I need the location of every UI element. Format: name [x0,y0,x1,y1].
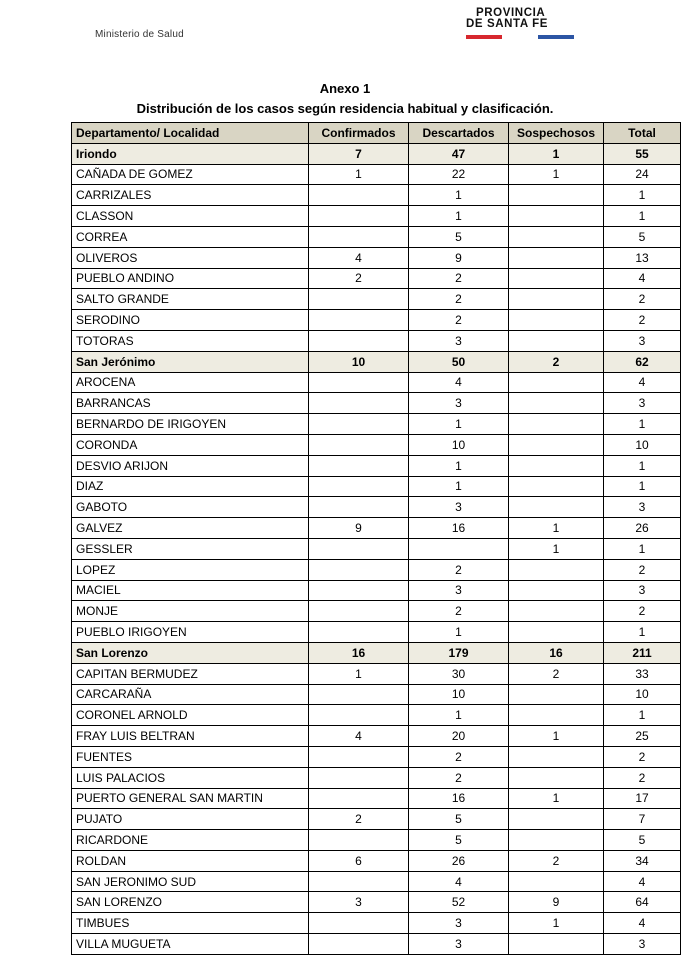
document-title: Anexo 1 [319,81,371,96]
total-cell: 2 [604,767,681,788]
table-row [72,601,681,622]
province-logo-line1: PROVINCIA [476,7,546,19]
discarded-cell: 5 [409,830,509,851]
total-cell: 24 [604,164,681,185]
confirmed-cell: 10 [309,351,409,372]
suspected-cell: 1 [509,913,604,934]
locality-cell: TOTORAS [72,330,309,351]
confirmed-cell [309,497,409,518]
suspected-cell: 2 [509,351,604,372]
table-row [72,268,681,289]
total-cell: 3 [604,580,681,601]
locality-cell: PUJATO [72,809,309,830]
suspected-cell [509,330,604,351]
table-header-row [72,123,681,144]
flag-stripe-icon [466,35,574,39]
suspected-cell: 16 [509,642,604,663]
table-row [72,913,681,934]
table-row [72,226,681,247]
suspected-cell [509,746,604,767]
table-row [72,310,681,331]
total-cell: 26 [604,518,681,539]
locality-cell: CARCARAÑA [72,684,309,705]
locality-cell: SALTO GRANDE [72,289,309,310]
locality-cell: AROCENA [72,372,309,393]
table-row [72,830,681,851]
discarded-cell: 1 [409,622,509,643]
suspected-cell: 1 [509,538,604,559]
total-cell: 7 [604,809,681,830]
confirmed-cell [309,455,409,476]
locality-cell: San Jerónimo [72,351,309,372]
discarded-cell: 22 [409,164,509,185]
confirmed-cell [309,185,409,206]
locality-cell: MACIEL [72,580,309,601]
suspected-cell: 1 [509,164,604,185]
table-row [72,788,681,809]
suspected-cell [509,684,604,705]
suspected-cell: 1 [509,143,604,164]
locality-cell: CORREA [72,226,309,247]
total-cell: 1 [604,206,681,227]
suspected-cell [509,289,604,310]
confirmed-cell: 7 [309,143,409,164]
locality-cell: CORONEL ARNOLD [72,705,309,726]
confirmed-cell [309,871,409,892]
total-cell: 5 [604,830,681,851]
suspected-cell: 2 [509,663,604,684]
discarded-cell: 2 [409,767,509,788]
locality-cell: FUENTES [72,746,309,767]
suspected-cell [509,310,604,331]
discarded-cell: 1 [409,705,509,726]
discarded-cell: 2 [409,559,509,580]
locality-cell: SERODINO [72,310,309,331]
suspected-cell: 1 [509,788,604,809]
department-row [72,351,681,372]
locality-cell: SAN JERONIMO SUD [72,871,309,892]
column-header-discarded: Descartados [409,123,509,144]
total-cell: 62 [604,351,681,372]
suspected-cell [509,268,604,289]
confirmed-cell [309,206,409,227]
confirmed-cell [309,767,409,788]
discarded-cell: 16 [409,518,509,539]
table-row [72,289,681,310]
table-row [72,850,681,871]
discarded-cell: 5 [409,226,509,247]
table-row [72,684,681,705]
discarded-cell [409,538,509,559]
table-row [72,580,681,601]
locality-cell: TIMBUES [72,913,309,934]
total-cell: 4 [604,372,681,393]
table-row [72,414,681,435]
flag-blue-stripe [538,35,574,39]
locality-cell: SAN LORENZO [72,892,309,913]
column-header-locality: Departamento/ Localidad [72,123,309,144]
discarded-cell: 3 [409,393,509,414]
discarded-cell: 3 [409,330,509,351]
suspected-cell [509,497,604,518]
suspected-cell: 9 [509,892,604,913]
total-cell: 1 [604,455,681,476]
table-row [72,538,681,559]
suspected-cell [509,414,604,435]
confirmed-cell: 1 [309,663,409,684]
confirmed-cell [309,746,409,767]
total-cell: 2 [604,559,681,580]
confirmed-cell: 16 [309,642,409,663]
suspected-cell [509,226,604,247]
confirmed-cell: 4 [309,726,409,747]
ministry-name: Ministerio de Salud [95,29,184,40]
table-row [72,434,681,455]
locality-cell: GABOTO [72,497,309,518]
table-row [72,767,681,788]
suspected-cell: 2 [509,850,604,871]
discarded-cell: 50 [409,351,509,372]
table-row [72,476,681,497]
discarded-cell: 4 [409,372,509,393]
total-cell: 1 [604,185,681,206]
locality-cell: LUIS PALACIOS [72,767,309,788]
locality-cell: PUERTO GENERAL SAN MARTIN [72,788,309,809]
discarded-cell: 3 [409,934,509,955]
document-subtitle: Distribución de los casos según residencia habitual y clasificación. [136,101,554,116]
suspected-cell [509,434,604,455]
confirmed-cell [309,580,409,601]
discarded-cell: 5 [409,809,509,830]
table-row [72,871,681,892]
total-cell: 55 [604,143,681,164]
total-cell: 4 [604,871,681,892]
province-logo [466,8,576,39]
suspected-cell: 1 [509,726,604,747]
locality-cell: CLASSON [72,206,309,227]
total-cell: 25 [604,726,681,747]
locality-cell: Iriondo [72,143,309,164]
province-logo-line2: DE SANTA FE [466,18,548,30]
confirmed-cell: 6 [309,850,409,871]
column-header-suspected: Sospechosos [509,123,604,144]
discarded-cell: 1 [409,414,509,435]
suspected-cell [509,559,604,580]
total-cell: 211 [604,642,681,663]
table-row [72,746,681,767]
confirmed-cell [309,476,409,497]
table-row [72,164,681,185]
table-row [72,185,681,206]
confirmed-cell [309,788,409,809]
total-cell: 1 [604,622,681,643]
total-cell: 3 [604,497,681,518]
discarded-cell: 2 [409,289,509,310]
suspected-cell [509,767,604,788]
table-body [72,143,681,954]
suspected-cell [509,455,604,476]
suspected-cell [509,705,604,726]
total-cell: 17 [604,788,681,809]
suspected-cell [509,871,604,892]
suspected-cell [509,622,604,643]
table-row [72,372,681,393]
confirmed-cell [309,538,409,559]
discarded-cell: 1 [409,476,509,497]
locality-cell: LOPEZ [72,559,309,580]
total-cell: 2 [604,310,681,331]
discarded-cell: 1 [409,185,509,206]
confirmed-cell: 1 [309,164,409,185]
total-cell: 2 [604,289,681,310]
confirmed-cell [309,289,409,310]
discarded-cell: 30 [409,663,509,684]
page-header [0,0,690,70]
suspected-cell [509,372,604,393]
locality-cell: San Lorenzo [72,642,309,663]
table-row [72,622,681,643]
table-row [72,809,681,830]
discarded-cell: 52 [409,892,509,913]
suspected-cell [509,830,604,851]
locality-cell: CORONDA [72,434,309,455]
confirmed-cell [309,684,409,705]
suspected-cell [509,934,604,955]
total-cell: 34 [604,850,681,871]
total-cell: 2 [604,746,681,767]
total-cell: 13 [604,247,681,268]
discarded-cell: 3 [409,913,509,934]
locality-cell: BARRANCAS [72,393,309,414]
confirmed-cell: 4 [309,247,409,268]
discarded-cell: 2 [409,601,509,622]
table-row [72,934,681,955]
total-cell: 1 [604,705,681,726]
confirmed-cell [309,559,409,580]
department-row [72,143,681,164]
locality-cell: MONJE [72,601,309,622]
discarded-cell: 1 [409,206,509,227]
discarded-cell: 1 [409,455,509,476]
confirmed-cell [309,226,409,247]
total-cell: 10 [604,434,681,455]
confirmed-cell [309,372,409,393]
discarded-cell: 9 [409,247,509,268]
total-cell: 5 [604,226,681,247]
total-cell: 33 [604,663,681,684]
total-cell: 4 [604,268,681,289]
discarded-cell: 47 [409,143,509,164]
discarded-cell: 179 [409,642,509,663]
discarded-cell: 10 [409,684,509,705]
locality-cell: BERNARDO DE IRIGOYEN [72,414,309,435]
confirmed-cell [309,414,409,435]
discarded-cell: 16 [409,788,509,809]
confirmed-cell [309,601,409,622]
discarded-cell: 10 [409,434,509,455]
table-row [72,559,681,580]
total-cell: 2 [604,601,681,622]
table-row [72,497,681,518]
suspected-cell [509,809,604,830]
column-header-total: Total [604,123,681,144]
discarded-cell: 3 [409,497,509,518]
confirmed-cell: 3 [309,892,409,913]
suspected-cell [509,476,604,497]
confirmed-cell [309,705,409,726]
total-cell: 64 [604,892,681,913]
locality-cell: OLIVEROS [72,247,309,268]
locality-cell: CAÑADA DE GOMEZ [72,164,309,185]
discarded-cell: 2 [409,310,509,331]
locality-cell: VILLA MUGUETA [72,934,309,955]
confirmed-cell [309,310,409,331]
confirmed-cell: 2 [309,809,409,830]
table-row [72,726,681,747]
locality-cell: GALVEZ [72,518,309,539]
confirmed-cell: 2 [309,268,409,289]
total-cell: 4 [604,913,681,934]
total-cell: 3 [604,330,681,351]
table-row [72,393,681,414]
table-row [72,247,681,268]
total-cell: 1 [604,414,681,435]
discarded-cell: 3 [409,580,509,601]
locality-cell: PUEBLO ANDINO [72,268,309,289]
confirmed-cell [309,393,409,414]
discarded-cell: 2 [409,746,509,767]
locality-cell: PUEBLO IRIGOYEN [72,622,309,643]
locality-cell: ROLDAN [72,850,309,871]
table-row [72,705,681,726]
confirmed-cell [309,434,409,455]
flag-red-stripe [466,35,502,39]
total-cell: 1 [604,476,681,497]
discarded-cell: 20 [409,726,509,747]
suspected-cell [509,393,604,414]
confirmed-cell [309,330,409,351]
locality-cell: CAPITAN BERMUDEZ [72,663,309,684]
discarded-cell: 4 [409,871,509,892]
discarded-cell: 26 [409,850,509,871]
suspected-cell: 1 [509,518,604,539]
suspected-cell [509,247,604,268]
suspected-cell [509,580,604,601]
locality-cell: DESVIO ARIJON [72,455,309,476]
total-cell: 10 [604,684,681,705]
confirmed-cell [309,830,409,851]
confirmed-cell [309,913,409,934]
locality-cell: GESSLER [72,538,309,559]
total-cell: 3 [604,393,681,414]
locality-cell: FRAY LUIS BELTRAN [72,726,309,747]
table-row [72,330,681,351]
discarded-cell: 2 [409,268,509,289]
confirmed-cell: 9 [309,518,409,539]
department-row [72,642,681,663]
column-header-confirmed: Confirmados [309,123,409,144]
suspected-cell [509,185,604,206]
total-cell: 3 [604,934,681,955]
table-row [72,892,681,913]
locality-cell: RICARDONE [72,830,309,851]
locality-cell: DIAZ [72,476,309,497]
table-row [72,206,681,227]
table-row [72,518,681,539]
confirmed-cell [309,934,409,955]
confirmed-cell [309,622,409,643]
suspected-cell [509,206,604,227]
suspected-cell [509,601,604,622]
total-cell: 1 [604,538,681,559]
table-row [72,455,681,476]
table-row [72,663,681,684]
locality-cell: CARRIZALES [72,185,309,206]
cases-table [71,122,681,955]
